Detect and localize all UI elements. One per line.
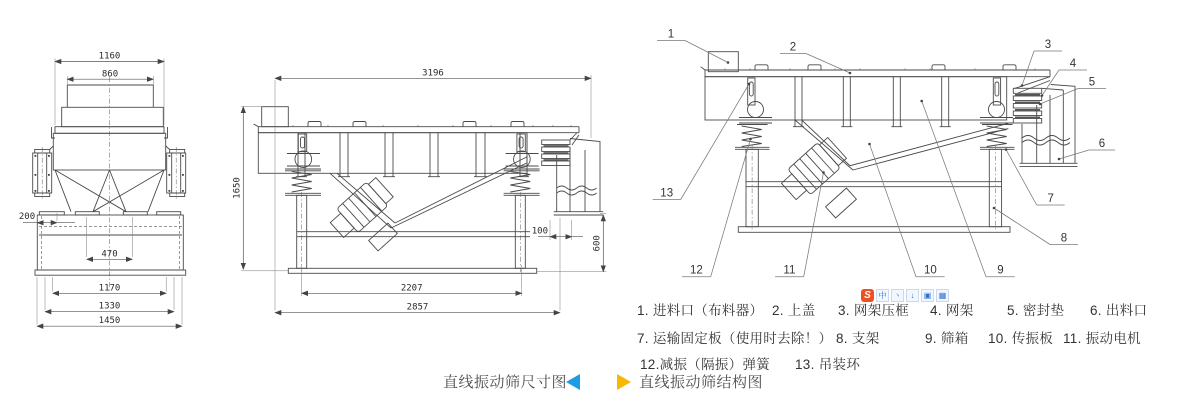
dim-front-left-offset: 200 [18, 212, 36, 222]
yellow-right-arrow-icon [617, 374, 631, 390]
structure-body-lines [701, 52, 1078, 233]
dim-front-base-mid: 1330 [98, 301, 121, 312]
callout-8: 8 [1060, 232, 1068, 245]
legend-item-7: 7. 运输固定板（使用时去除！） [637, 331, 833, 346]
callout-9: 9 [997, 264, 1004, 277]
sogou-logo-icon: S [861, 289, 874, 302]
dim-side-outlet-height: 600 [592, 235, 603, 252]
front-left-motor [33, 146, 54, 197]
callout-12: 12 [690, 264, 703, 277]
callout-11: 11 [783, 264, 796, 277]
callout-6: 6 [1098, 138, 1106, 150]
legend-row-1 [635, 299, 1195, 319]
side-view-drawing [233, 50, 633, 342]
parts-legend [635, 297, 1195, 372]
dim-side-outlet-offset: 100 [531, 226, 548, 237]
dim-side-total-height: 1650 [232, 177, 243, 199]
legend-item-6: 6. 出料口 [1090, 303, 1148, 318]
structure-view-drawing [645, 20, 1115, 295]
callout-5: 5 [1088, 76, 1096, 89]
dim-front-chute-span: 470 [101, 249, 118, 260]
front-view-body-lines [35, 85, 186, 275]
dim-side-total-length: 3196 [422, 68, 444, 79]
arrow-icon: ↓ [906, 289, 919, 302]
dim-front-inlet: 860 [101, 69, 119, 80]
front-right-motor [166, 146, 186, 197]
legend-item-3: 3. 网架压框 [838, 303, 910, 318]
legend-row-3 [635, 353, 1195, 373]
legend-row-2 [635, 327, 1195, 347]
structure-leg-centerlines [752, 145, 995, 230]
chinese-mode-icon: 中 [876, 289, 889, 302]
front-dimensions [19, 52, 182, 327]
callout-10: 10 [924, 264, 937, 277]
callout-3: 3 [1044, 39, 1052, 51]
side-left-suspension [285, 134, 321, 268]
callout-1: 1 [667, 28, 675, 41]
side-dimensions [233, 68, 607, 312]
structure-drawing-caption: 直线振动筛结构图 [639, 374, 764, 391]
motor-bolts [35, 155, 184, 192]
dim-front-top-flange: 1160 [98, 51, 121, 62]
callout-7: 7 [1047, 193, 1054, 205]
front-centerline [42, 77, 176, 293]
callout-13: 13 [660, 187, 674, 200]
legend-item-2: 2. 上盖 [772, 303, 816, 318]
callout-2: 2 [789, 41, 797, 54]
dim-side-support-span: 2207 [400, 283, 423, 294]
legend-item-13: 13. 吊装环 [795, 357, 861, 372]
front-view-drawing [15, 35, 240, 335]
blue-left-arrow-icon [566, 374, 580, 390]
callout-4: 4 [1069, 58, 1077, 70]
legend-item-10: 10. 传振板 [988, 331, 1054, 346]
punctuation-icon: ヽ [891, 289, 904, 302]
size-drawing-caption: 直线振动筛尺寸图 [443, 374, 568, 391]
legend-item-11: 11. 振动电机 [1063, 331, 1141, 346]
legend-item-8: 8. 支架 [836, 331, 880, 346]
structure-callouts [653, 29, 1115, 277]
side-right-suspension [504, 134, 540, 268]
legend-item-4: 4. 网架 [930, 303, 974, 318]
legend-item-12: 12.减振（隔振）弹簧 [640, 357, 771, 372]
keyboard-icon: ▣ [921, 289, 934, 302]
side-trough-motor [288, 157, 536, 273]
input-method-toolbar-watermark [861, 289, 949, 302]
dim-front-base-outer: 1450 [98, 316, 121, 327]
grid-icon: ▦ [936, 289, 949, 302]
dim-side-base-length: 2857 [406, 302, 429, 313]
legend-item-5: 5. 密封垫 [1007, 303, 1065, 318]
front-base-hidden-lines [39, 216, 182, 269]
legend-item-9: 9. 筛箱 [925, 331, 969, 346]
dim-front-base-inner: 1170 [98, 283, 121, 294]
legend-item-1: 1. 进料口（布料器） [637, 303, 764, 318]
